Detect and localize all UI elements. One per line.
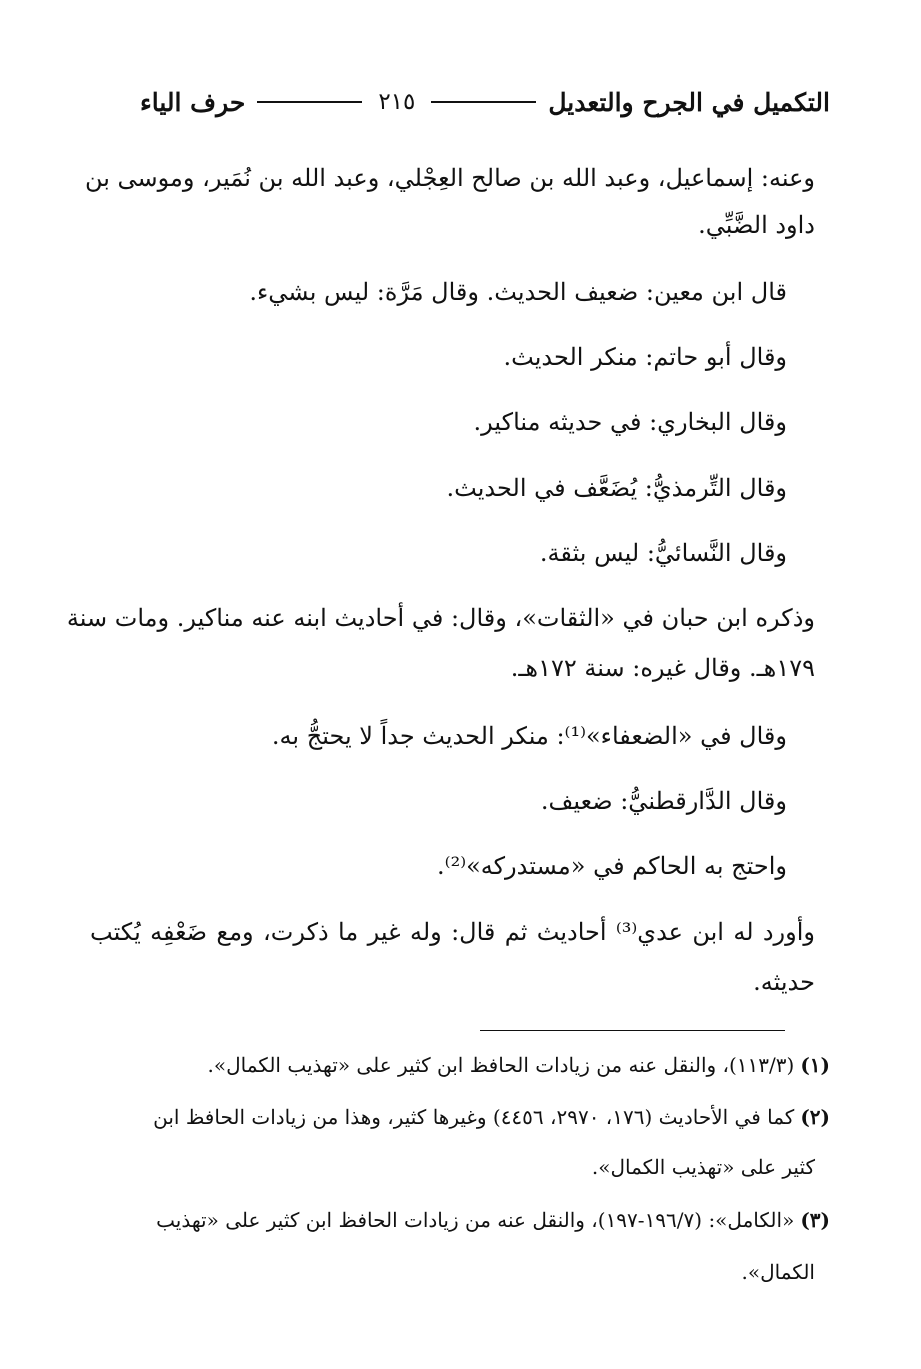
body-line: وذكره ابن حبان في «الثقات»، وقال: في أحاديث ابنه عنه مناكير. ومات سنة	[66, 604, 815, 632]
body-line: داود الضَّبِّي.	[698, 211, 815, 239]
page-number: ٢١٥	[378, 89, 416, 115]
body-line: ١٧٩هـ. وقال غيره: سنة ١٧٢هـ.	[510, 654, 815, 682]
body-line: وأورد له ابن عدي⁽³⁾ أحاديث ثم قال: وله غير ما ذكرت، ومع ضَعْفِه يُكتب	[90, 918, 815, 946]
header-rule	[257, 101, 362, 103]
footnote-number: (١)	[800, 1053, 830, 1077]
body-line: حديثه.	[753, 968, 815, 996]
body-line: وعنه: إسماعيل، وعبد الله بن صالح العِجْلي، وعبد الله بن نُمَير، وموسى بن	[84, 164, 815, 192]
body-line: قال ابن معين: ضعيف الحديث. وقال مَرَّة: ليس بشيء.	[249, 278, 787, 306]
body-line: واحتج به الحاكم في «مستدركه»⁽²⁾.	[437, 852, 787, 880]
header-rule	[431, 101, 536, 103]
footnote-text: (١١٣/٣)، والنقل عنه من زيادات الحافظ ابن كثير على «تهذيب الكمال».	[207, 1053, 795, 1077]
book-title: التكميل في الجرح والتعديل	[548, 87, 830, 117]
body-line: وقال البخاري: في حديثه مناكير.	[473, 408, 787, 436]
body-line: وقال أبو حاتم: منكر الحديث.	[503, 343, 787, 371]
body-line: وقال النَّسائيُّ: ليس بثقة.	[539, 539, 787, 567]
footnote-2	[90, 1100, 830, 1134]
running-header	[140, 78, 830, 126]
body-line: وقال التِّرمذيُّ: يُضَعَّف في الحديث.	[446, 474, 787, 502]
footnote-number: (٣)	[800, 1208, 830, 1232]
section-title: حرف الياء	[140, 87, 246, 117]
footnote-3-continuation: الكمال».	[741, 1260, 815, 1284]
footnote-2-continuation: كثير على «تهذيب الكمال».	[591, 1155, 815, 1179]
footnote-text: «الكامل»: (١٩٦/٧-١٩٧)، والنقل عنه من زيادات الحافظ ابن كثير على «تهذيب	[156, 1208, 795, 1232]
footnote-1	[90, 1048, 830, 1082]
body-line: وقال في «الضعفاء»⁽¹⁾: منكر الحديث جداً لا يحتجُّ به.	[271, 722, 787, 750]
footnote-separator	[480, 1030, 785, 1031]
footnote-text: كما في الأحاديث (١٧٦، ٢٩٧٠، ٤٤٥٦) وغيرها كثير، وهذا من زيادات الحافظ ابن	[153, 1105, 795, 1129]
footnote-number: (٢)	[800, 1105, 830, 1129]
body-line: وقال الدَّارقطنيُّ: ضعيف.	[540, 787, 787, 815]
footnote-3	[90, 1203, 830, 1237]
